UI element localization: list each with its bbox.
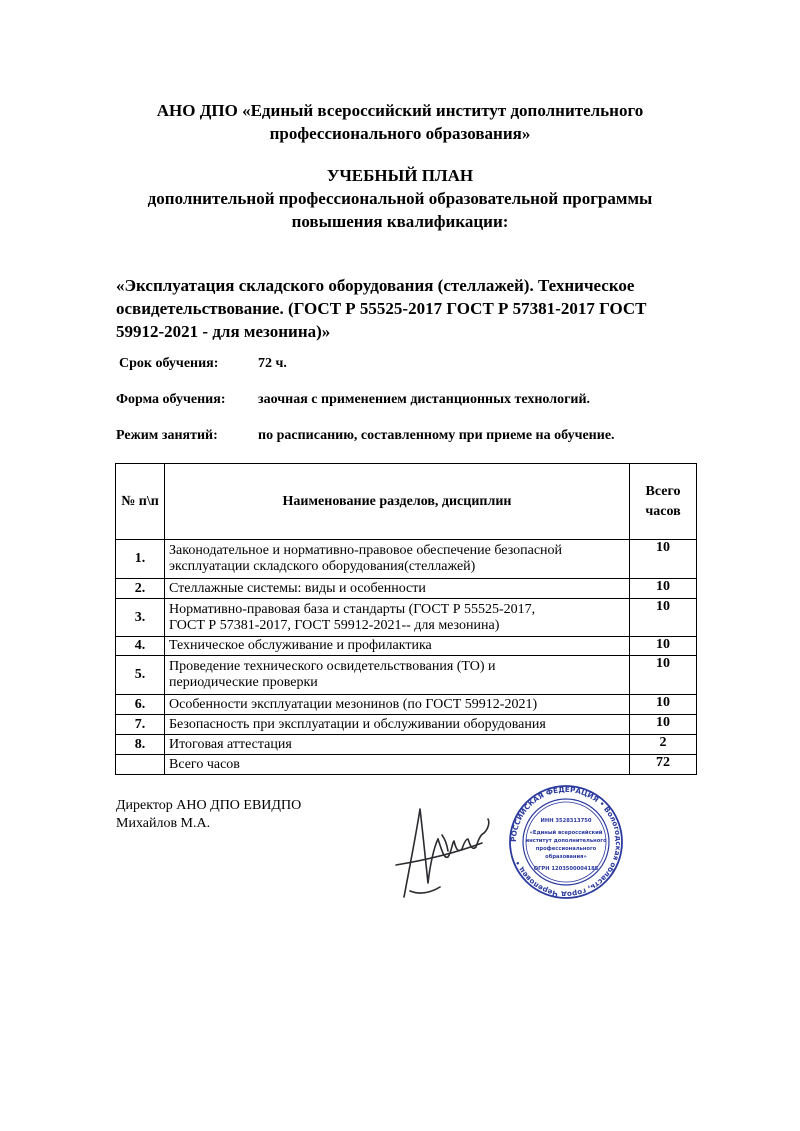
organization-name: АНО ДПО «Единый всероссийский институт дополнительного профессионального образования» bbox=[156, 101, 644, 143]
svg-text:«Единый всероссийский: «Единый всероссийский bbox=[529, 830, 603, 836]
table-row: 8. Итоговая аттестация 2 bbox=[116, 735, 697, 755]
svg-text:РОССИЙСКАЯ ФЕДЕРАЦИЯ • Вологод: РОССИЙСКАЯ ФЕДЕРАЦИЯ • Вологодская область, город Череповец • bbox=[508, 784, 624, 900]
document-subtitle: дополнительной профессиональной образовательной программы повышения квалификации: bbox=[147, 189, 653, 231]
term-value: 72 ч. bbox=[258, 356, 287, 371]
curriculum-table bbox=[115, 463, 697, 775]
term-label: Срок обучения: bbox=[119, 356, 219, 371]
svg-text:ОГРН 1203500004185: ОГРН 1203500004185 bbox=[533, 866, 599, 872]
header-name: Наименование разделов, дисциплин bbox=[165, 464, 630, 540]
table-row: 3. Нормативно-правовая база и стандарты (ГОСТ Р 55525-2017, ГОСТ Р 57381-2017, ГОСТ 59912-2021-- для мезонина) 10 bbox=[116, 599, 697, 637]
program-title: «Эксплуатация складского оборудования (стеллажей). Техническое освидетельствование. (ГОСТ Р 55525-2017 ГОСТ Р 57381-2017 ГОСТ 59912-2021 - для мезонина)» bbox=[116, 276, 647, 341]
table-row: 1. Законодательное и нормативно-правовое обеспечение безопасной эксплуатации складского оборудования(стеллажей) 10 bbox=[116, 540, 697, 579]
mode-label: Режим занятий: bbox=[116, 428, 218, 443]
handwritten-signature bbox=[390, 795, 500, 905]
svg-text:институт дополнительного: институт дополнительного bbox=[525, 838, 607, 844]
table-total-row: Всего часов 72 bbox=[116, 755, 697, 775]
official-seal bbox=[508, 784, 624, 900]
mode-value: по расписанию, составленному при приеме на обучение. bbox=[258, 428, 615, 443]
table-row: 4. Техническое обслуживание и профилактика 10 bbox=[116, 637, 697, 656]
svg-text:ИНН 3528313750: ИНН 3528313750 bbox=[540, 818, 592, 824]
form-value: заочная с применением дистанционных технологий. bbox=[258, 392, 591, 407]
header-number: № п\п bbox=[116, 464, 165, 540]
signatory-block bbox=[116, 797, 301, 833]
header-hours: Всего часов bbox=[630, 464, 697, 540]
svg-text:профессионального: профессионального bbox=[535, 846, 597, 852]
director-name: Михайлов М.А. bbox=[116, 816, 211, 831]
table-row: 2. Стеллажные системы: виды и особенности 10 bbox=[116, 579, 697, 599]
svg-text:образования»: образования» bbox=[545, 854, 587, 860]
table-header-row bbox=[116, 464, 697, 540]
table-row: 6. Особенности эксплуатации мезонинов (по ГОСТ 59912-2021) 10 bbox=[116, 695, 697, 715]
table-row: 5. Проведение технического освидетельствования (ТО) и периодические проверки 10 bbox=[116, 656, 697, 695]
table-row: 7. Безопасность при эксплуатации и обслуживании оборудования 10 bbox=[116, 715, 697, 735]
document-title: УЧЕБНЫЙ ПЛАН bbox=[326, 166, 474, 185]
director-title: Директор АНО ДПО ЕВИДПО bbox=[116, 798, 302, 813]
form-label: Форма обучения: bbox=[116, 392, 226, 407]
